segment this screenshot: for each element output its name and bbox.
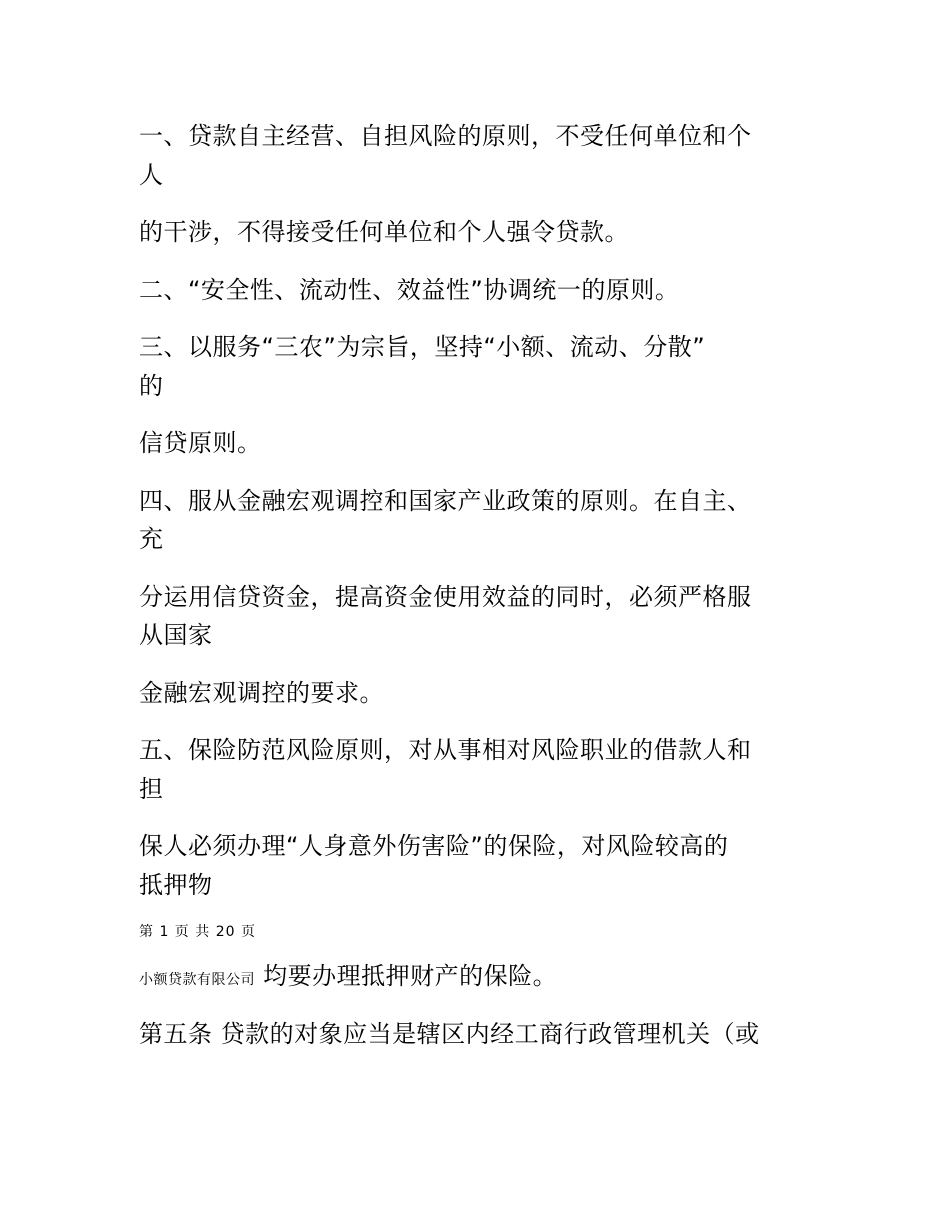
continuation-line: [139, 956, 557, 1000]
text-line-5: 三、以服务“三农”为宗旨，坚持“小额、流动、分散”: [139, 333, 706, 361]
text-line-2: 人: [139, 161, 164, 189]
company-header: 小额贷款有限公司: [139, 972, 255, 988]
text-line-9: 充: [139, 525, 164, 553]
text-line-4: 二、“安全性、流动性、效益性”协调统一的原则。: [139, 276, 680, 304]
page-footer: 第 1 页 共 20 页: [139, 924, 256, 940]
text-line-12: 金融宏观调控的要求。: [139, 679, 384, 707]
text-line-15: 保人必须办理“人身意外伤害险”的保险，对风险较高的: [139, 832, 729, 860]
text-line-14: 担: [139, 775, 164, 803]
text-line-16: 抵押物: [139, 871, 213, 899]
text-line-3: 的干涉，不得接受任何单位和个人强令贷款。: [139, 218, 629, 246]
text-line-6: 的: [139, 372, 164, 400]
text-line-13: 五、保险防范风险原则，对从事相对风险职业的借款人和: [139, 736, 752, 764]
article-five-line: 第五条 贷款的对象应当是辖区内经工商行政管理机关（或: [139, 1020, 760, 1048]
text-line-1: 一、贷款自主经营、自担风险的原则，不受任何单位和个: [139, 122, 752, 150]
text-line-10: 分运用信贷资金，提高资金使用效益的同时，必须严格服: [139, 583, 752, 611]
text-line-7: 信贷原则。: [139, 429, 262, 457]
text-line-11: 从国家: [139, 621, 213, 649]
text-line-8: 四、服从金融宏观调控和国家产业政策的原则。在自主、: [139, 487, 752, 515]
continuation-text: 均要办理抵押财产的保险。: [263, 962, 558, 990]
